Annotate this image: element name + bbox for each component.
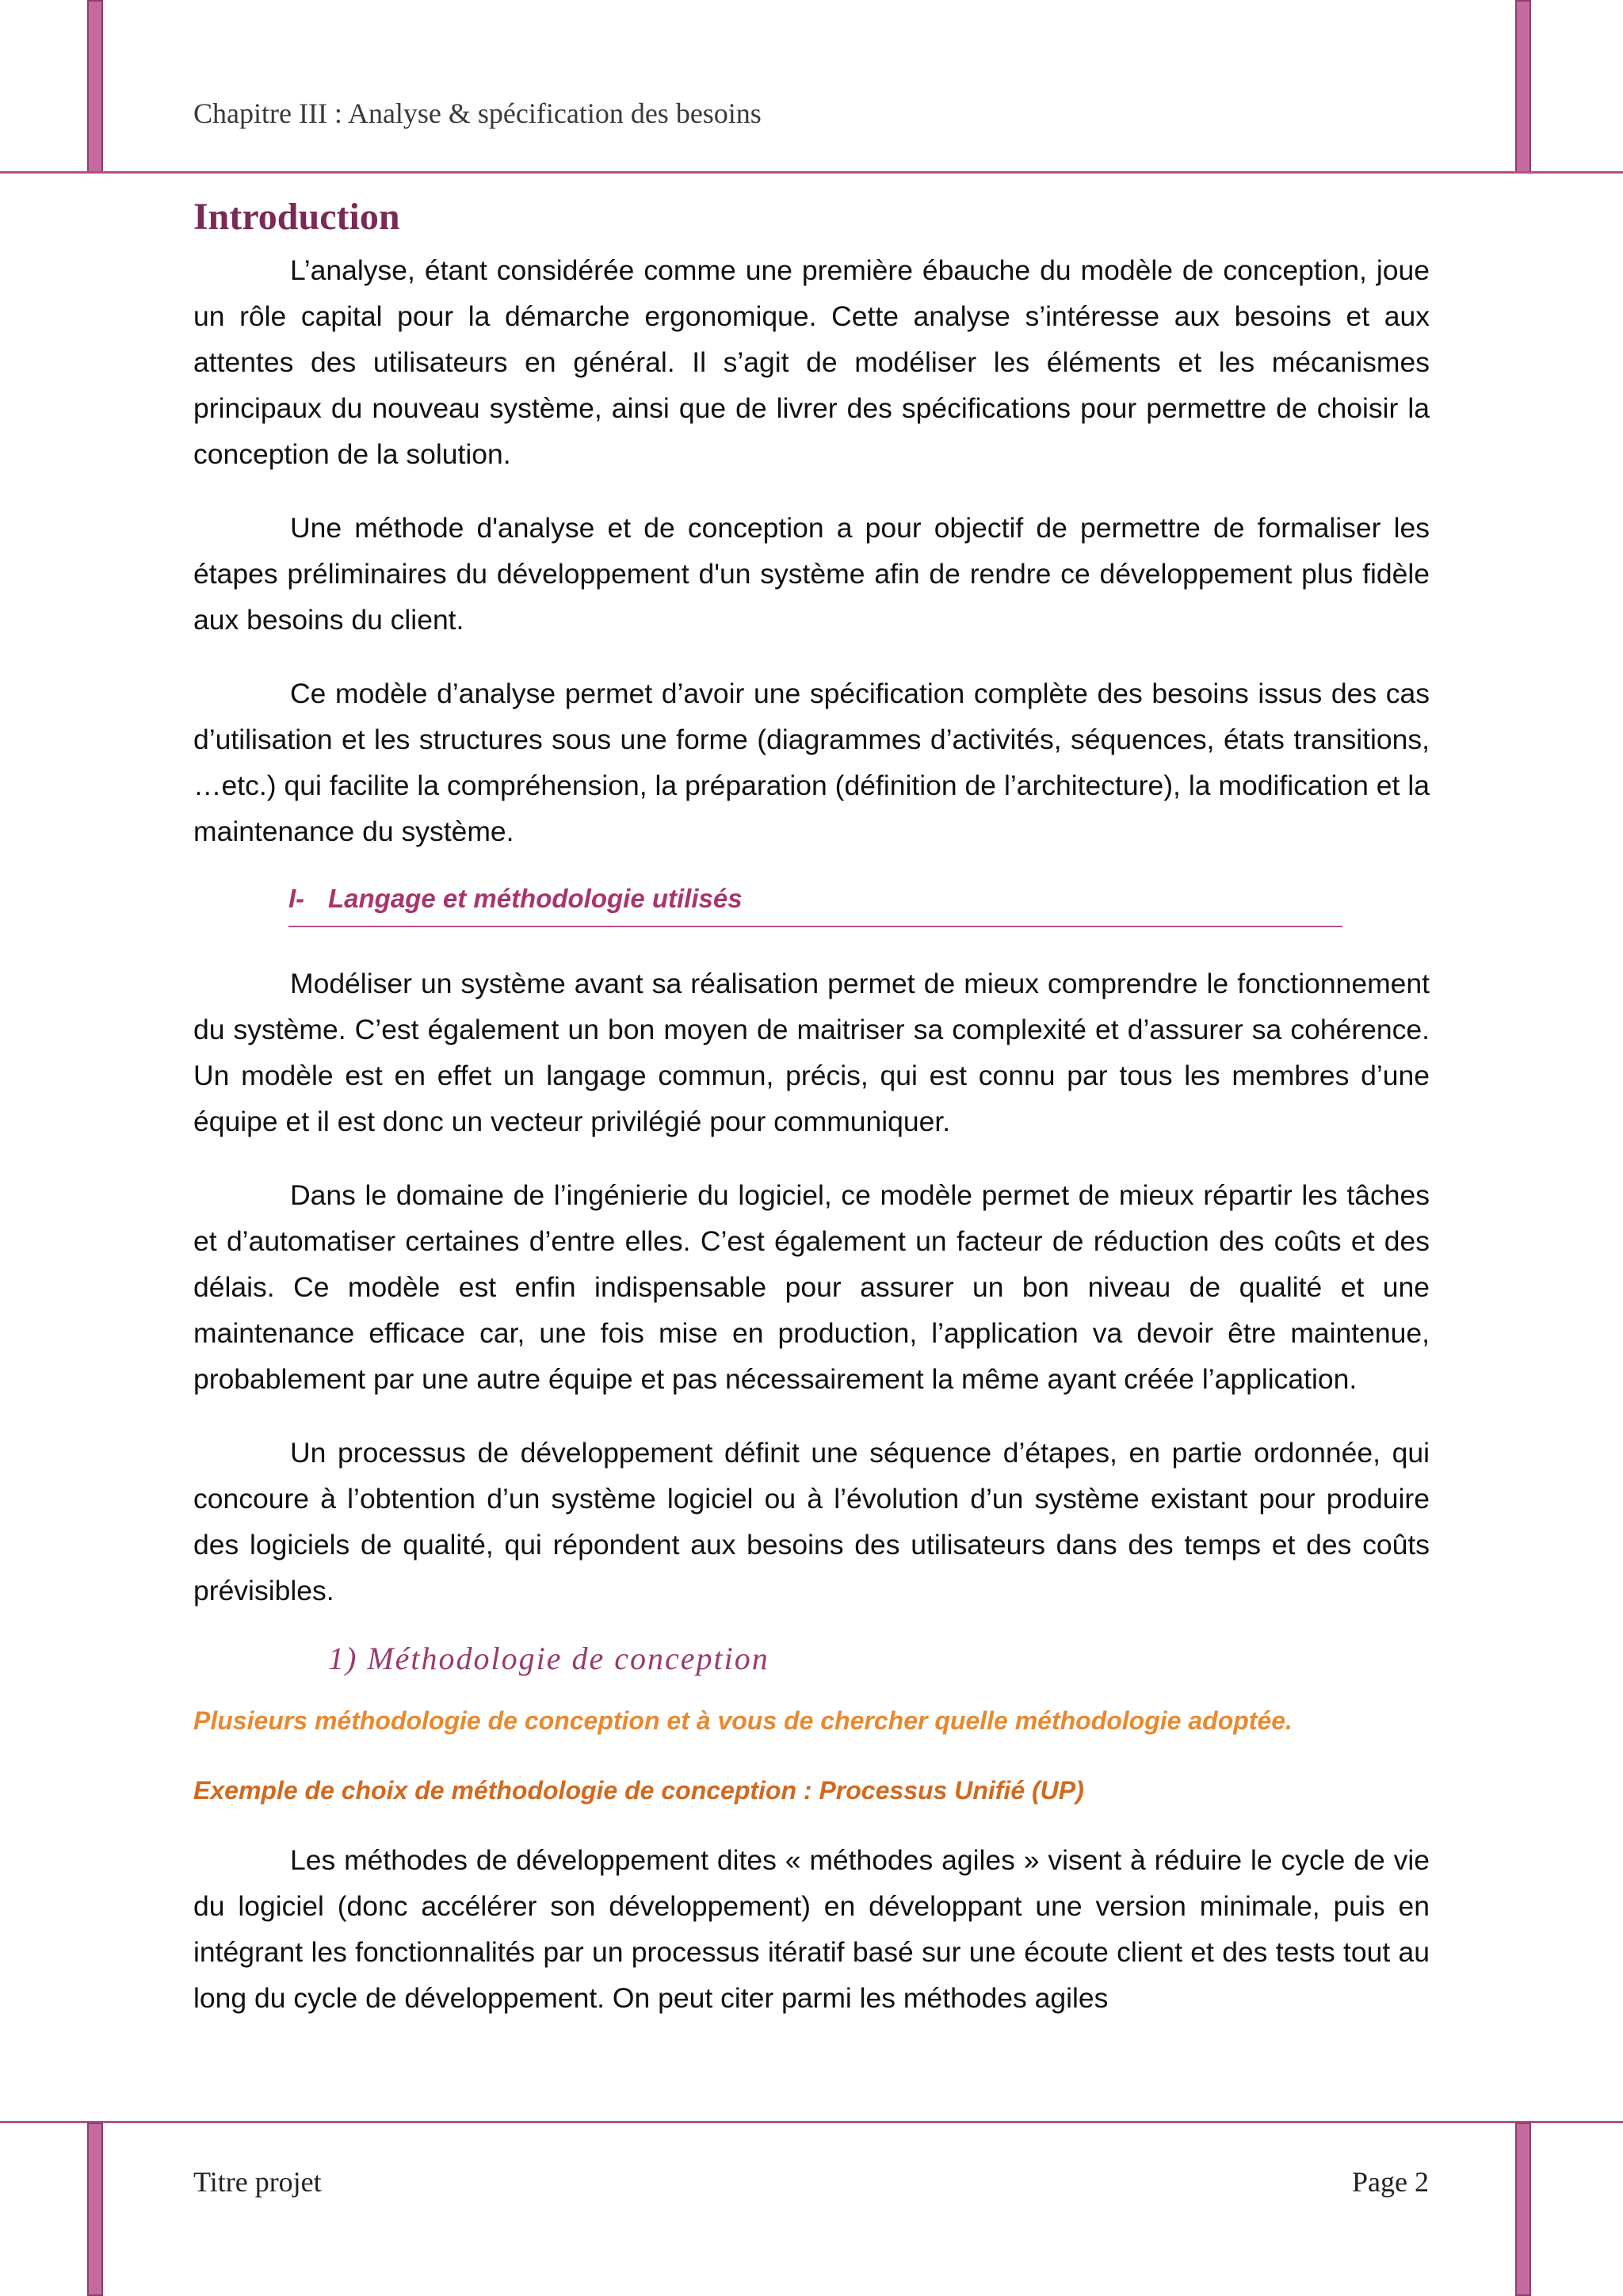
methodology-note: Plusieurs méthodologie de conception et à vous de chercher quelle méthodologie adoptée. (193, 1706, 1293, 1735)
methodology-example: Exemple de choix de méthodologie de conception : Processus Unifié (UP) (193, 1776, 1084, 1805)
footer-rule (0, 2121, 1623, 2123)
introduction-heading: Introduction (193, 196, 400, 238)
subsection-heading: 1) Méthodologie de conception (328, 1641, 769, 1676)
page-number: Page 2 (1352, 2166, 1429, 2198)
section-title-text: Langage et méthodologie utilisés (328, 884, 743, 913)
intro-paragraph-2: Une méthode d'analyse et de conception a pour objectif de permettre de formaliser les étapes préliminaires du développement d'un système afin de rendre ce développement plus fidèle aux besoins du client. (193, 512, 1430, 636)
footer-left-bar (87, 2122, 103, 2296)
intro-paragraph-1: L’analyse, étant considérée comme une première ébauche du modèle de conception, joue un rôle capital pour la démarche ergonomique. Cette analyse s’intéresse aux besoins et aux attentes des utilisateurs en général. Il s’agit de modéliser les éléments et les mécanismes principaux du nouveau système, ainsi que de livrer des spécifications pour permettre de choisir la conception de la solution. (193, 254, 1430, 470)
page-content (193, 190, 1430, 2049)
header-right-bar (1515, 0, 1531, 173)
section-paragraph-1: Modéliser un système avant sa réalisation permet de mieux comprendre le fonctionnement du système. C’est également un bon moyen de maitriser sa complexité et d’assurer sa cohérence. Un modèle est en effet un langage commun, précis, qui est connu par tous les membres d’une équipe et il est donc un vecteur privilégié pour communiquer. (193, 968, 1430, 1137)
section-heading (288, 878, 1342, 927)
header-rule (0, 171, 1623, 174)
section-number: I- (288, 884, 305, 913)
intro-paragraph-3: Ce modèle d’analyse permet d’avoir une spécification complète des besoins issus des cas d’utilisation et les structures sous une forme (diagrammes d’activités, séquences, états transitions, …etc.) qui facilite la compréhension, la préparation (définition de l’architecture), la modification et la maintenance du système. (193, 678, 1430, 847)
header-left-bar (87, 0, 103, 173)
chapter-header: Chapitre III : Analyse & spécification des besoins (193, 97, 762, 129)
section-paragraph-3: Un processus de développement définit une séquence d’étapes, en partie ordonnée, qui concoure à l’obtention d’un système logiciel ou à l’évolution d’un système existant pour produire des logiciels de qualité, qui répondent aux besoins des utilisateurs dans des temps et des coûts prévisibles. (193, 1437, 1430, 1606)
section-paragraph-2: Dans le domaine de l’ingénierie du logiciel, ce modèle permet de mieux répartir les tâches et d’automatiser certaines d’entre elles. C’est également un facteur de réduction des coûts et des délais. Ce modèle est enfin indispensable pour assurer un bon niveau de qualité et une maintenance efficace car, une fois mise en production, l’application va devoir être maintenue, probablement par une autre équipe et pas nécessairement la même ayant créée l’application. (193, 1179, 1430, 1395)
agile-paragraph: Les méthodes de développement dites « méthodes agiles » visent à réduire le cycle de vie du logiciel (donc accélérer son développement) en développant une version minimale, puis en intégrant les fonctionnalités par un processus itératif basé sur une écoute client et des tests tout au long du cycle de développement. On peut citer parmi les méthodes agiles (193, 1844, 1430, 2014)
footer-project-title: Titre projet (193, 2166, 322, 2198)
footer-right-bar (1515, 2122, 1531, 2296)
